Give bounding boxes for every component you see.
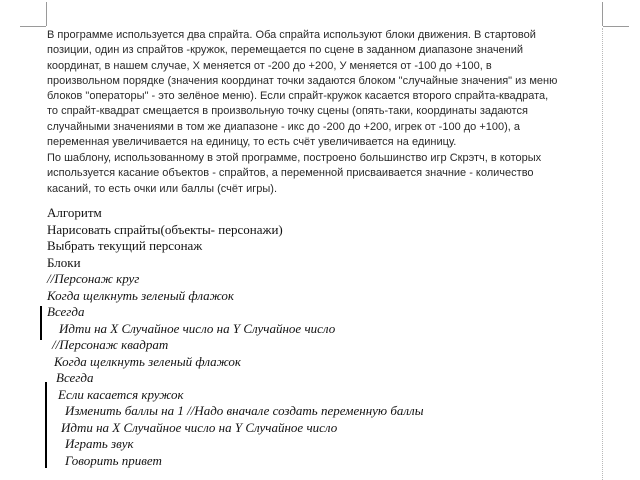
paragraph-line: позиции, один из спрайтов -кружок, перемещается по сцене в заданном диапазоне значений	[47, 44, 524, 57]
algorithm-block-line: Если касается кружок	[58, 386, 184, 402]
paragraph-2[interactable]	[47, 151, 607, 197]
paragraph-line: блоков "операторы" - это зелёное меню). Если спрайт-кружок касается второго спрайта-квадрата,	[47, 90, 549, 103]
paragraph-1[interactable]	[47, 28, 607, 150]
algorithm-block-line: Всегда	[56, 370, 94, 385]
algorithm-block-line: Когда щелкнуть зеленый флажок	[54, 353, 242, 369]
algorithm-block-line: Идти на X Случайное число на Y Случайное число	[61, 419, 338, 435]
paragraph-line: используется касание объектов - спрайтов, а переменной присваивается значние - количество	[47, 167, 534, 180]
algorithm-block-line: Всегда	[47, 304, 85, 319]
algorithm-block[interactable]	[47, 205, 607, 469]
algorithm-block-line: Говорить привет	[65, 452, 162, 468]
algorithm-block-line: Идти на X Случайное число на Y Случайное число	[59, 320, 336, 336]
paragraph-line: то спрайт-квадрат смещается в произвольную точку сцены (опять-таки, координаты задаются	[47, 105, 528, 118]
algorithm-block-line: Играть звук	[65, 436, 134, 451]
paragraph-line: В программе используется два спрайта. Оба спрайта используют блоки движения. В стартовой	[47, 29, 536, 41]
algorithm-line: Нарисовать спрайты(объекты- персонажи)	[47, 221, 283, 237]
algorithm-block-line: Изменить баллы на 1 //Надо вначале создать переменную баллы	[65, 403, 424, 418]
crop-mark-top-left-v	[46, 2, 47, 26]
crop-mark-top-right-h	[603, 26, 629, 27]
algorithm-comment: //Персонаж квадрат	[52, 337, 169, 352]
paragraph-line: случайными значениями в том же диапазоне - икс до -200 до +200, игрек от -100 до +100), а	[47, 120, 521, 133]
paragraph-line: переменная увеличивается на единицу, то есть счёт увеличивается на единицу.	[47, 136, 457, 149]
crop-mark-top-right-v	[602, 2, 603, 26]
paragraph-line: координат, в нашем случае, Х меняется от -200 до +200, У меняется от -100 до +100, в	[47, 59, 492, 72]
revision-bar	[40, 306, 42, 340]
algorithm-line: Выбрать текущий персонаж	[47, 238, 203, 253]
crop-mark-top-left-h	[20, 26, 46, 27]
paragraph-line: По шаблону, использованному в этой программе, построено большинство игр Скрэтч, в которых	[47, 152, 542, 164]
algorithm-line: Блоки	[47, 254, 81, 270]
algorithm-block-line: Когда щелкнуть зеленый флажок	[47, 287, 235, 303]
algorithm-heading: Алгоритм	[47, 205, 102, 220]
paragraph-line: касаний, то есть очки или баллы (счёт игры).	[47, 182, 278, 195]
revision-bar	[45, 382, 47, 468]
algorithm-comment: //Персонаж круг	[47, 271, 140, 286]
paragraph-line: произвольном порядке (значения координат точки задаются блоком "случайные значения" из меню	[47, 74, 558, 87]
